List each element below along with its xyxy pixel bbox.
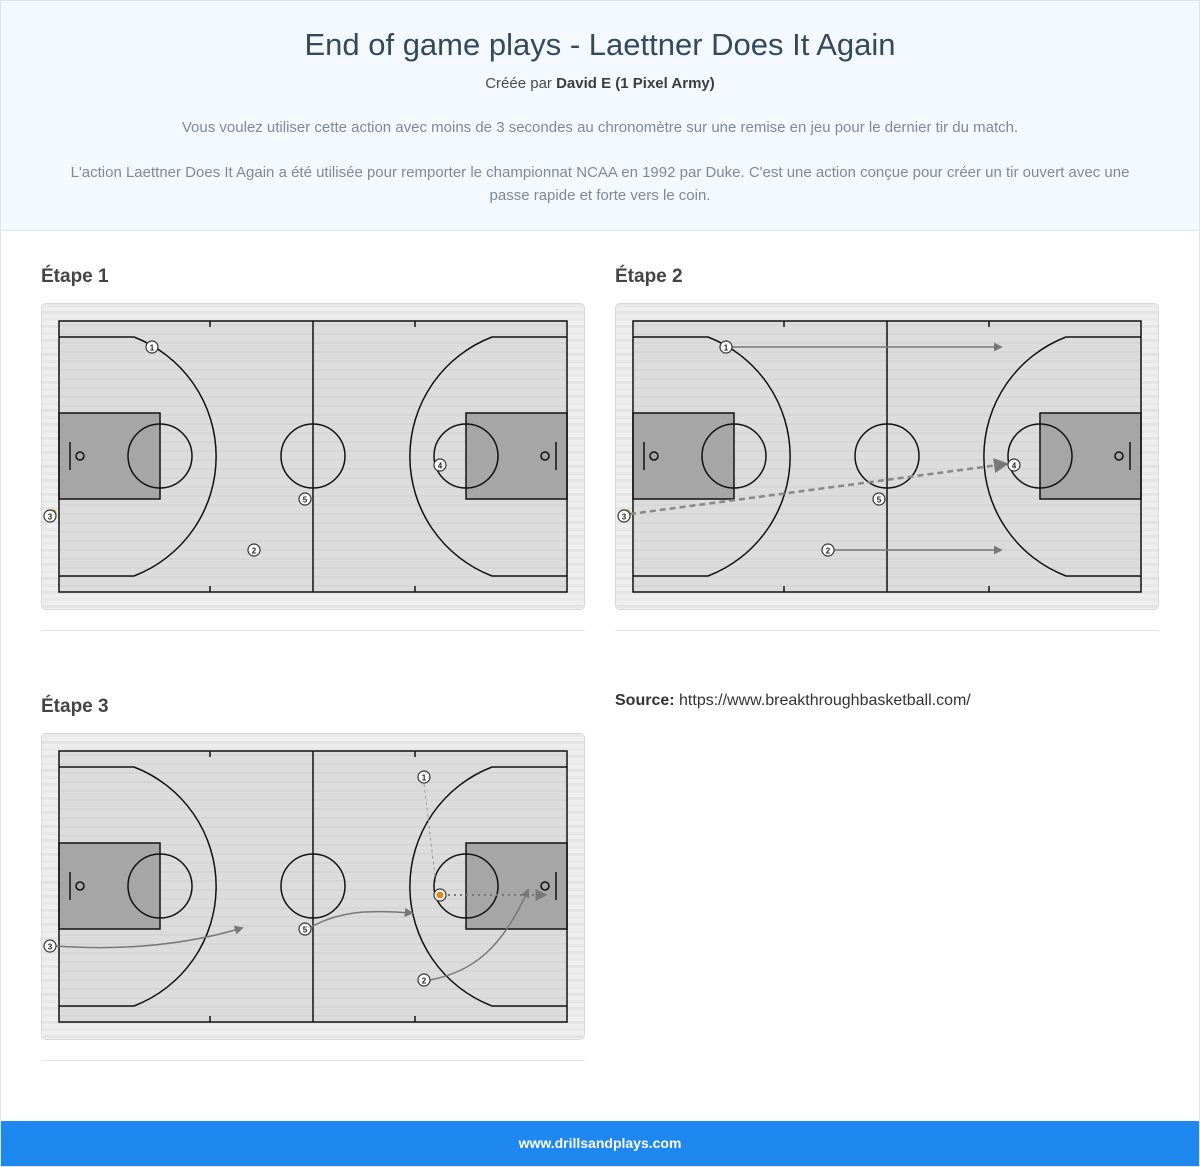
svg-text:4: 4 bbox=[437, 461, 443, 471]
left-paint bbox=[59, 843, 160, 929]
header bbox=[1, 1, 1199, 231]
right-paint bbox=[466, 843, 567, 929]
player-2 bbox=[248, 544, 260, 556]
player-5 bbox=[873, 493, 885, 505]
player-3 bbox=[44, 940, 56, 952]
court-base bbox=[42, 734, 584, 1039]
svg-text:5: 5 bbox=[302, 925, 308, 935]
svg-text:3: 3 bbox=[621, 512, 627, 522]
floor-board bbox=[42, 1035, 584, 1038]
step-2-diagram bbox=[616, 304, 1158, 609]
svg-text:2: 2 bbox=[251, 546, 257, 556]
source-line bbox=[615, 692, 971, 710]
floor-board bbox=[42, 311, 584, 314]
player-5 bbox=[299, 923, 311, 935]
step-3-title: Étape 3 bbox=[41, 696, 109, 717]
player-2 bbox=[418, 974, 430, 986]
footer bbox=[1, 1121, 1199, 1166]
floor-board bbox=[42, 605, 584, 608]
svg-text:1: 1 bbox=[421, 773, 427, 783]
player-5 bbox=[299, 493, 311, 505]
created-by-label: Créée par bbox=[485, 75, 552, 92]
floor-board bbox=[616, 598, 1158, 601]
right-paint bbox=[1040, 413, 1141, 499]
step-1-diagram bbox=[42, 304, 584, 609]
left-paint bbox=[633, 413, 734, 499]
svg-text:4: 4 bbox=[1011, 461, 1017, 471]
floor-board bbox=[42, 1028, 584, 1031]
floor-board bbox=[616, 605, 1158, 608]
player-3 bbox=[44, 510, 56, 522]
floor-board bbox=[616, 304, 1158, 307]
description-1: Vous voulez utiliser cette action avec moins de 3 secondes au chronomètre sur une remise en jeu pour le dernier tir du match. bbox=[181, 119, 1019, 136]
player-3 bbox=[618, 510, 630, 522]
step-1-divider bbox=[41, 630, 585, 631]
step-2-title: Étape 2 bbox=[615, 266, 683, 287]
player-1 bbox=[720, 341, 732, 353]
author-name: David E (1 Pixel Army) bbox=[556, 75, 715, 92]
left-paint bbox=[59, 413, 160, 499]
player-4 bbox=[1008, 459, 1020, 471]
court-base bbox=[616, 304, 1158, 609]
source-label: Source: bbox=[615, 692, 675, 709]
svg-text:2: 2 bbox=[421, 976, 427, 986]
player-2 bbox=[822, 544, 834, 556]
step-2-divider bbox=[615, 630, 1159, 631]
ball-icon bbox=[437, 892, 444, 899]
floor-board bbox=[42, 598, 584, 601]
step-3-court bbox=[41, 733, 585, 1040]
description-2: L'action Laettner Does It Again a été utilisée pour remporter le championnat NCAA en 1992 par Duke. C'est une action conçue pour créer un tir ouvert avec une passe rapide et forte vers le coin. bbox=[70, 164, 1130, 204]
svg-text:3: 3 bbox=[47, 942, 53, 952]
svg-text:1: 1 bbox=[723, 343, 729, 353]
player-4 bbox=[434, 459, 446, 471]
svg-text:5: 5 bbox=[876, 495, 882, 505]
court-base bbox=[42, 304, 584, 609]
svg-text:5: 5 bbox=[302, 495, 308, 505]
floor-board bbox=[42, 741, 584, 744]
source-url[interactable]: https://www.breakthroughbasketball.com/ bbox=[679, 692, 971, 709]
step-1-title: Étape 1 bbox=[41, 266, 109, 287]
step-2-court bbox=[615, 303, 1159, 610]
byline bbox=[1, 75, 1199, 92]
right-paint bbox=[466, 413, 567, 499]
player-1 bbox=[146, 341, 158, 353]
svg-text:1: 1 bbox=[149, 343, 155, 353]
player-1 bbox=[418, 771, 430, 783]
svg-text:2: 2 bbox=[825, 546, 831, 556]
step-3-divider bbox=[41, 1060, 585, 1061]
floor-board bbox=[616, 311, 1158, 314]
page-title: End of game plays - Laettner Does It Again bbox=[304, 27, 896, 62]
step-1-court bbox=[41, 303, 585, 610]
svg-text:3: 3 bbox=[47, 512, 53, 522]
footer-link[interactable]: www.drillsandplays.com bbox=[518, 1135, 682, 1151]
step-3-diagram bbox=[42, 734, 584, 1039]
floor-board bbox=[42, 734, 584, 737]
floor-board bbox=[42, 304, 584, 307]
